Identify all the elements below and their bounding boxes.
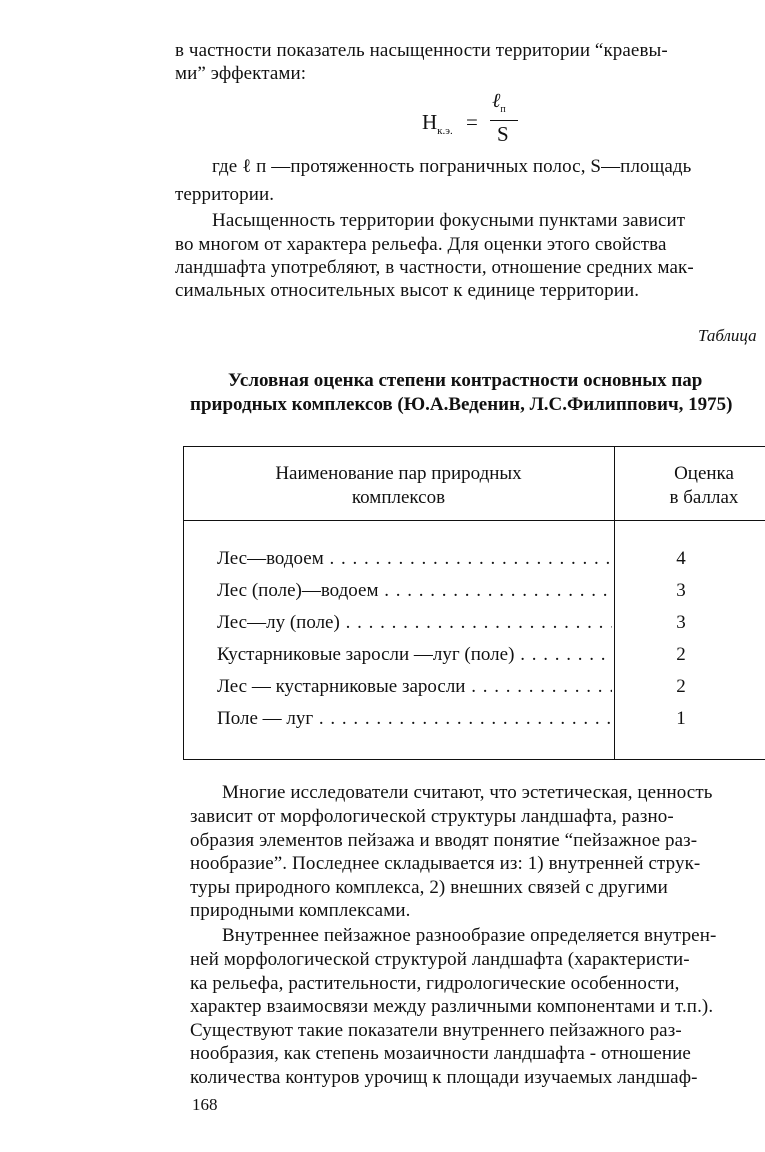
table-row: Лес (поле)—водоем . . . (217, 576, 612, 606)
fraction-bar (490, 120, 518, 121)
text-line: характер взаимосвязи между различными компонентами и т.п.). (190, 996, 714, 1017)
formula-lhs: $Н_{к.э.}$ (422, 110, 453, 138)
text-line: Многие исследователи считают, что эстетическая, ценность (222, 782, 713, 803)
text-line: образия элементов пейзажа и вводят понятие “пейзажное раз- (190, 830, 698, 851)
text-line: нообразия, как степень мозаичности ландшафта - отношение (190, 1043, 691, 1064)
formula (420, 90, 540, 156)
text-line: Внутреннее пейзажное разнообразие определяется внутрен- (222, 925, 717, 946)
text-line: симальных относительных высот к единице территории. (175, 280, 640, 301)
table-border (183, 759, 765, 760)
text-line: во многом от характера рельефа. Для оценки этого свойства (175, 234, 667, 255)
header-separator (183, 520, 765, 521)
contrast-table (183, 446, 765, 760)
table-row: Лес — кустарниковые заросли . . . (217, 672, 612, 702)
formula-numerator: ℓ$_п$ (492, 90, 506, 115)
text-line: Насыщенность территории фокусными пунктами зависит (212, 210, 686, 231)
table-border (183, 446, 765, 447)
text-line: ландшафта употребляют, в частности, отношение средних мак- (175, 257, 694, 278)
text-line: количества контуров урочищ к площади изучаемых ландшаф- (190, 1067, 698, 1088)
row-score: 3 (676, 580, 686, 601)
row-score: 3 (676, 612, 686, 633)
row-score: 2 (676, 676, 686, 697)
table-row: Кустарниковые заросли —луг (поле) . . . (217, 640, 612, 670)
row-score: 4 (676, 548, 686, 569)
table-caption: природных комплексов (Ю.А.Веденин, Л.С.Филиппович, 1975) (190, 394, 733, 415)
row-score: 2 (676, 644, 686, 665)
text-line: ка рельефа, растительности, гидрологические особенности, (190, 973, 680, 994)
page-number: 168 (192, 1095, 218, 1114)
text-line: где ℓ п —протяженность пограничных полос, S—площадь (212, 156, 692, 177)
text-line: Существуют такие показатели внутреннего пейзажного раз- (190, 1020, 682, 1041)
text-line: в частности показатель насыщенности территории “краевы- (175, 40, 668, 61)
text-line: туры природного комплекса, 2) внешних связей с другими (190, 877, 668, 898)
text-line: территории. (175, 184, 275, 205)
header-score: Оценка в баллах (669, 463, 739, 508)
table-row: Лес—лу (поле) . . . (217, 608, 612, 638)
text-line: природными комплексами. (190, 900, 411, 921)
row-score: 1 (676, 708, 686, 729)
text-line: зависит от морфологической структуры ландшафта, разно- (190, 806, 674, 827)
text-line: нообразие”. Последнее складывается из: 1) внутренней струк- (190, 853, 701, 874)
table-label: Таблица (698, 326, 757, 345)
text-line: ми” эффектами: (175, 63, 307, 84)
table-row: Лес—водоем . . . (217, 544, 612, 574)
formula-equals: = (466, 110, 478, 134)
header-name: Наименование пар природных комплексов (275, 463, 522, 508)
formula-denominator: S (497, 122, 509, 146)
table-caption: Условная оценка степени контрастности основных пар (228, 370, 703, 391)
text-line: ней морфологической структурой ландшафта (характеристи- (190, 949, 690, 970)
table-row: Поле — луг . . . (217, 704, 612, 734)
